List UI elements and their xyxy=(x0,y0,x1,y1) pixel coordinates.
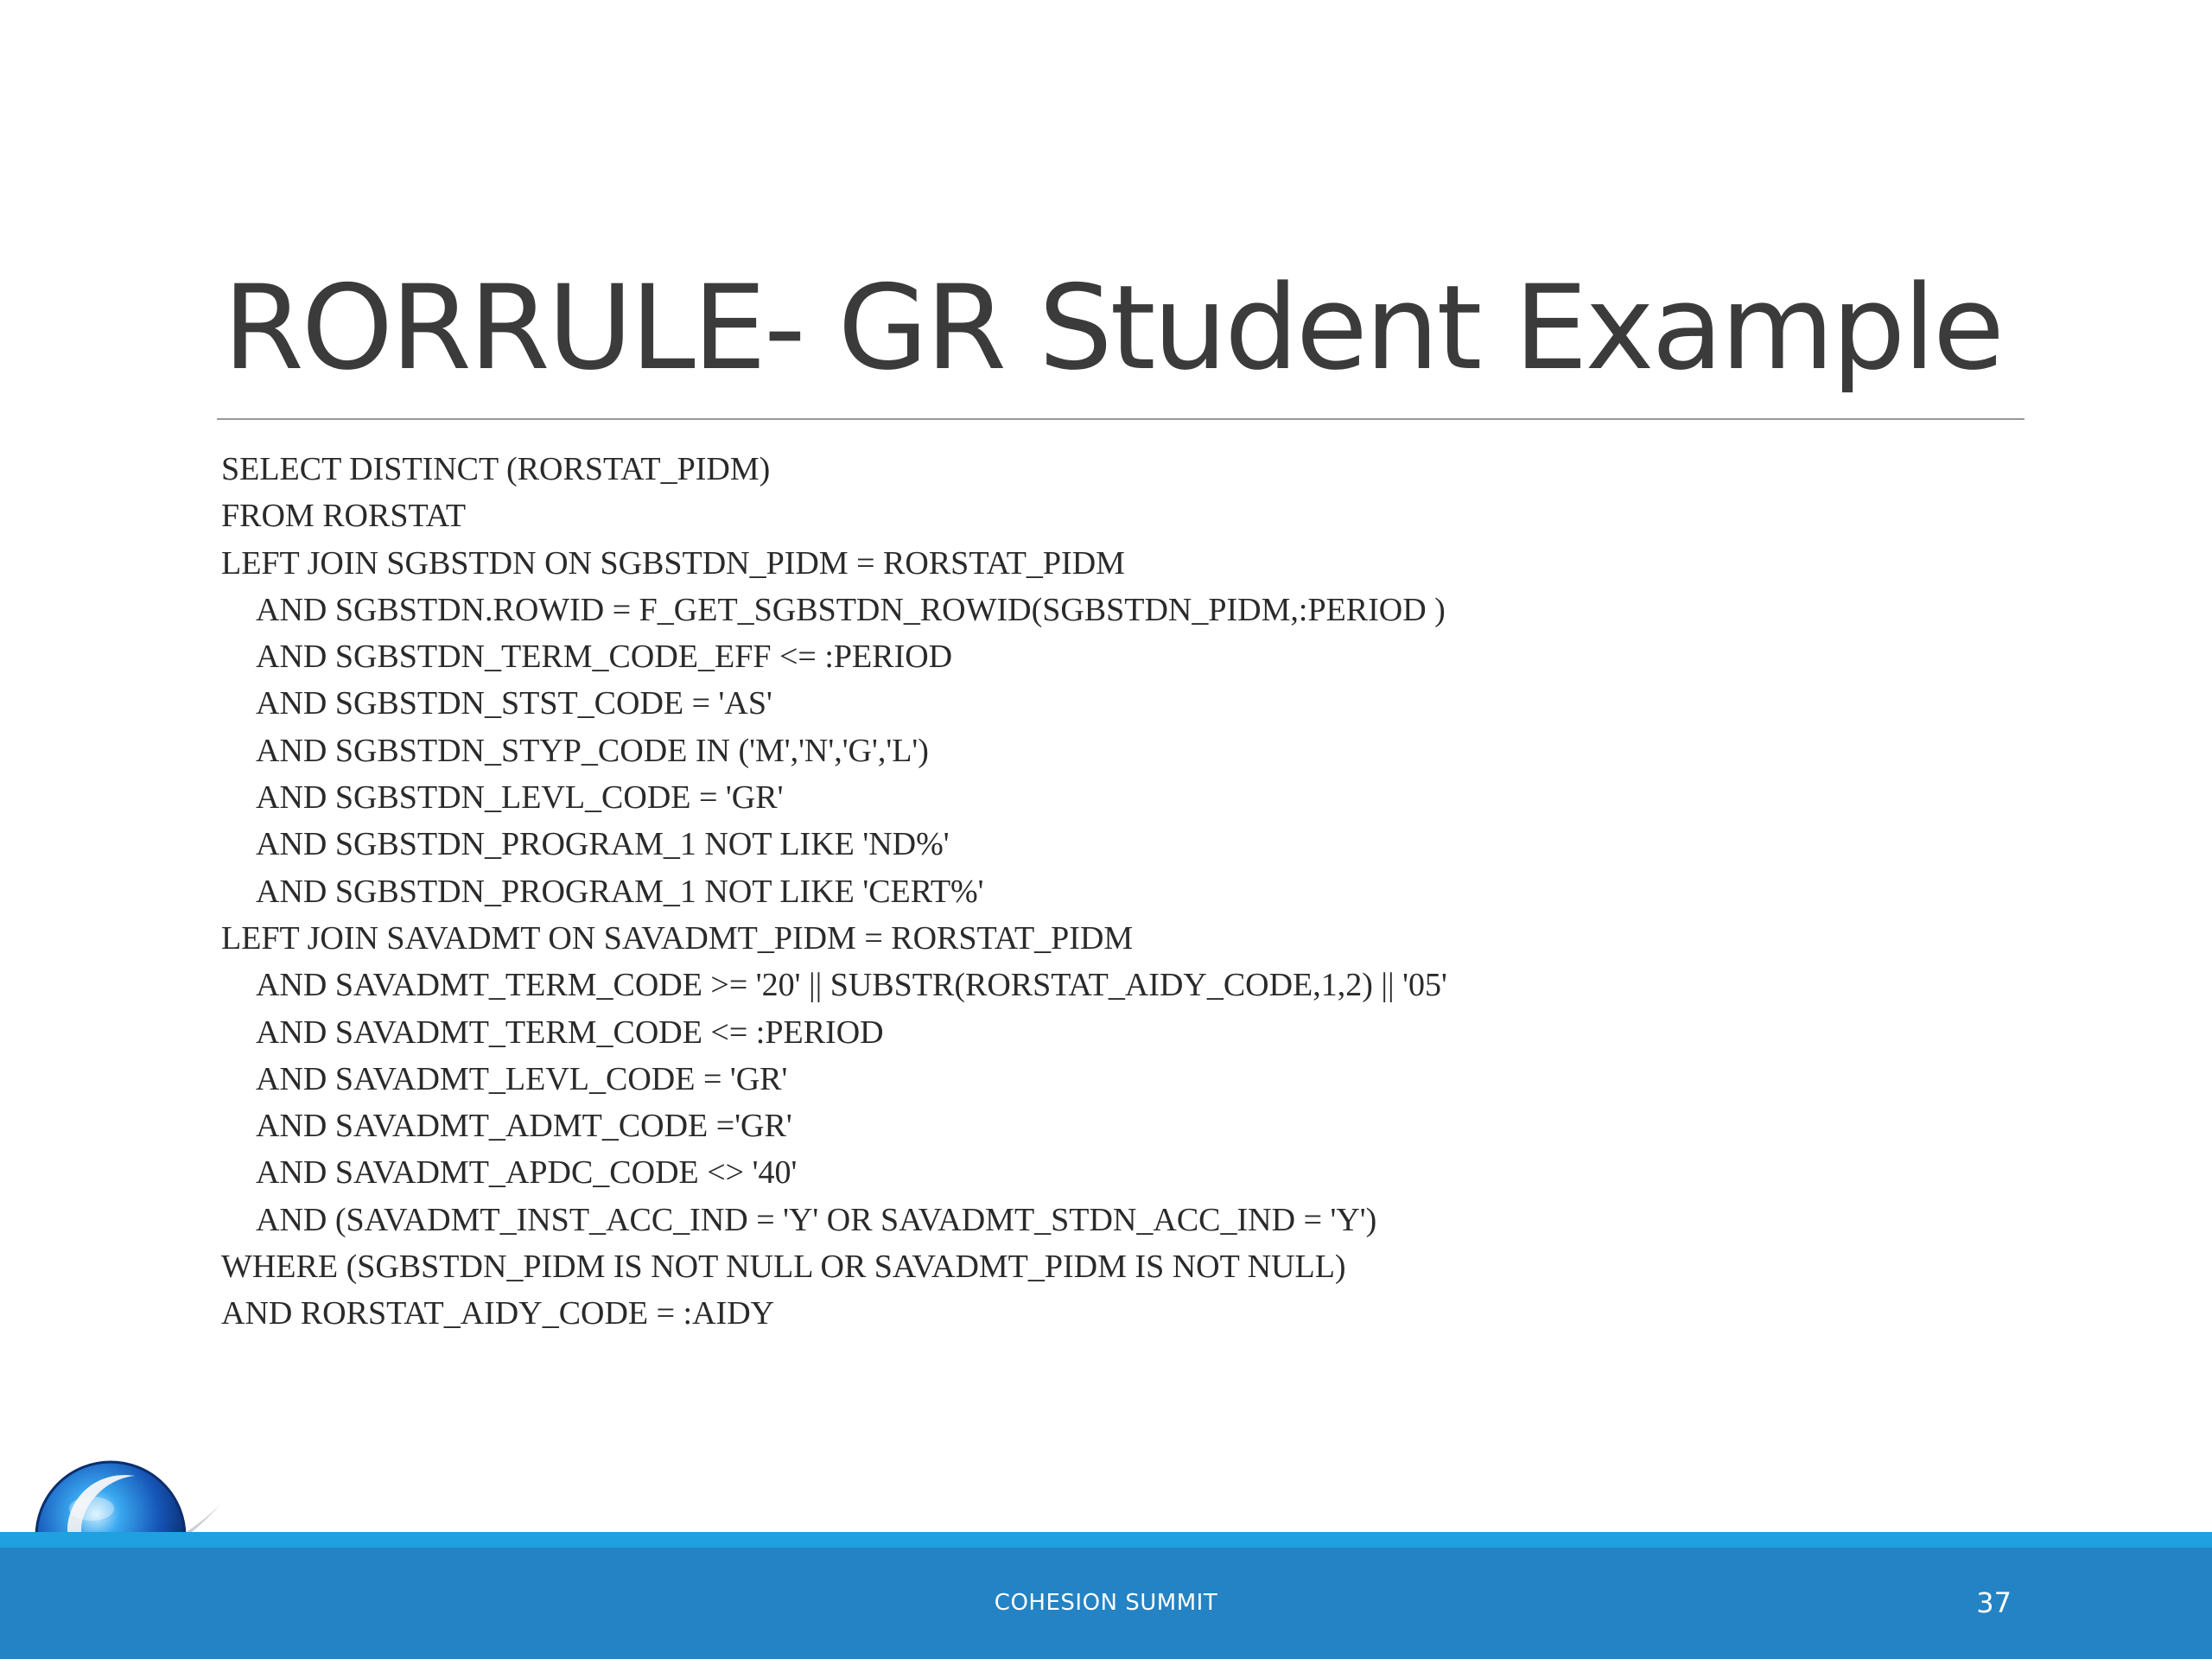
code-line: FROM RORSTAT xyxy=(221,498,467,535)
code-line: AND RORSTAT_AIDY_CODE = :AIDY xyxy=(221,1295,775,1332)
footer-text: COHESION SUMMIT xyxy=(994,1590,1218,1616)
code-line: AND SAVADMT_APDC_CODE <> '40' xyxy=(256,1154,798,1192)
footer-band-accent xyxy=(0,1532,2212,1548)
code-line: AND SGBSTDN_STYP_CODE IN ('M','N','G','L') xyxy=(256,732,929,769)
code-line: AND SGBSTDN_STST_CODE = 'AS' xyxy=(256,685,772,722)
slide-title: RORRULE- GR Student Example xyxy=(223,260,2002,396)
code-line: AND SGBSTDN_LEVL_CODE = 'GR' xyxy=(256,779,784,817)
code-line: AND SAVADMT_ADMT_CODE ='GR' xyxy=(256,1108,792,1145)
code-line: AND SGBSTDN.ROWID = F_GET_SGBSTDN_ROWID(SGBSTDN_PIDM,:PERIOD ) xyxy=(256,591,1446,628)
sql-code-block xyxy=(221,446,1447,1338)
code-line: AND (SAVADMT_INST_ACC_IND = 'Y' OR SAVADMT_STDN_ACC_IND = 'Y') xyxy=(256,1201,1377,1238)
code-line: AND SGBSTDN_TERM_CODE_EFF <= :PERIOD xyxy=(256,639,953,676)
code-line: AND SGBSTDN_PROGRAM_1 NOT LIKE 'ND%' xyxy=(256,826,950,863)
code-line: AND SGBSTDN_PROGRAM_1 NOT LIKE 'CERT%' xyxy=(256,873,984,910)
code-line: AND SAVADMT_TERM_CODE <= :PERIOD xyxy=(256,1014,884,1051)
code-line: AND SAVADMT_TERM_CODE >= '20' || SUBSTR(RORSTAT_AIDY_CODE,1,2) || '05' xyxy=(256,967,1447,1004)
code-line: LEFT JOIN SAVADMT ON SAVADMT_PIDM = RORSTAT_PIDM xyxy=(221,919,1134,957)
code-line: LEFT JOIN SGBSTDN ON SGBSTDN_PIDM = RORSTAT_PIDM xyxy=(221,544,1125,582)
code-line: WHERE (SGBSTDN_PIDM IS NOT NULL OR SAVADMT_PIDM IS NOT NULL) xyxy=(221,1249,1346,1286)
code-line: SELECT DISTINCT (RORSTAT_PIDM) xyxy=(221,451,771,487)
code-line: AND SAVADMT_LEVL_CODE = 'GR' xyxy=(256,1060,788,1097)
page-number: 37 xyxy=(1976,1586,2012,1619)
title-divider xyxy=(217,418,2024,420)
